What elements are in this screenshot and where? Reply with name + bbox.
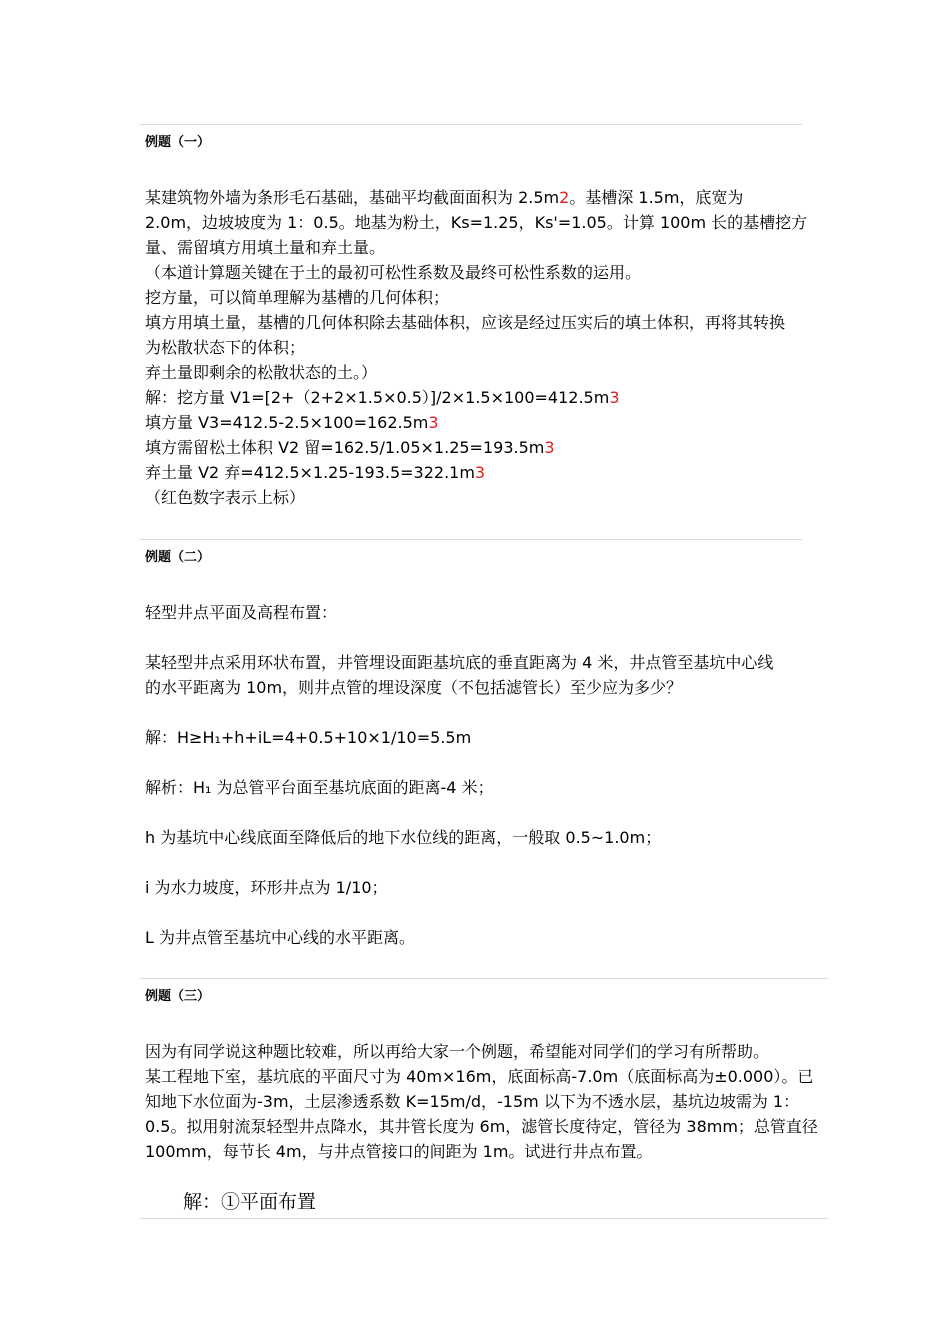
superscript: 2 bbox=[559, 188, 570, 207]
text-line: 的水平距离为 10m，则井点管的埋设深度（不包括滤管长）至少应为多少？ bbox=[145, 678, 683, 697]
example-2-body bbox=[145, 600, 805, 950]
example-2-heading: 例题（二） bbox=[145, 550, 211, 565]
text-line: 填方用填土量，基槽的几何体积除去基础体积，应该是经过压实后的填土体积，再将其转换 bbox=[145, 313, 786, 332]
superscript: 3 bbox=[544, 438, 555, 457]
text-line: 填方需留松土体积 V2 留=162.5/1.05×1.25=193.5m3 bbox=[145, 438, 555, 457]
text-line: 填方量 V3=412.5-2.5×100=162.5m3 bbox=[145, 413, 439, 432]
text-line: 为松散状态下的体积； bbox=[145, 338, 306, 357]
text-line: 挖方量，可以简单理解为基槽的几何体积； bbox=[145, 288, 450, 307]
text-line: 解析：H₁ 为总管平台面至基坑底面的距离-4 米； bbox=[145, 778, 494, 797]
example-3-body bbox=[145, 1039, 818, 1164]
divider bbox=[140, 1218, 828, 1219]
text-line: 某轻型井点采用环状布置，井管埋设面距基坑底的垂直距离为 4 米，井点管至基坑中心线 bbox=[145, 653, 774, 672]
example-1-heading: 例题（一） bbox=[145, 135, 211, 150]
text-line: 量、需留填方用填土量和弃土量。 bbox=[145, 238, 386, 257]
divider bbox=[140, 124, 802, 125]
text-line: 知地下水位面为-3m，土层渗透系数 K=15m/d，-15m 以下为不透水层，基坑边坡需为 1： bbox=[145, 1092, 800, 1111]
solution-step-heading: 解：①平面布置 bbox=[183, 1191, 317, 1213]
text-line: 弃土量 V2 弃=412.5×1.25-193.5=322.1m3 bbox=[145, 463, 486, 482]
example-3-heading: 例题（三） bbox=[145, 989, 211, 1004]
text-line: i 为水力坡度，环形井点为 1/10； bbox=[145, 878, 388, 897]
text-line: 某工程地下室，基坑底的平面尺寸为 40m×16m，底面标高-7.0m（底面标高为±0.000）。已 bbox=[145, 1067, 814, 1086]
text-line: L 为井点管至基坑中心线的水平距离。 bbox=[145, 928, 416, 947]
text-line: 解：H≥H₁+h+iL=4+0.5+10×1/10=5.5m bbox=[145, 728, 472, 747]
text-line: 100mm，每节长 4m，与井点管接口的间距为 1m。试进行井点布置。 bbox=[145, 1142, 653, 1161]
superscript: 3 bbox=[428, 413, 439, 432]
text-line: 因为有同学说这种题比较难，所以再给大家一个例题，希望能对同学们的学习有所帮助。 bbox=[145, 1042, 770, 1061]
divider bbox=[140, 978, 828, 979]
divider bbox=[140, 539, 802, 540]
text-line: 轻型井点平面及高程布置： bbox=[145, 603, 338, 622]
text-line: 解：挖方量 V1=[2+（2+2×1.5×0.5）]/2×1.5×100=412.5m3 bbox=[145, 388, 620, 407]
text-line: h 为基坑中心线底面至降低后的地下水位线的距离，一般取 0.5~1.0m； bbox=[145, 828, 662, 847]
superscript: 3 bbox=[609, 388, 620, 407]
text-line: 0.5。拟用射流泵轻型井点降水，其井管长度为 6m，滤管长度待定，管径为 38mm；总管直径 bbox=[145, 1117, 818, 1136]
text-line: （本道计算题关键在于土的最初可松性系数及最终可松性系数的运用。 bbox=[145, 263, 642, 282]
text-line: （红色数字表示上标） bbox=[145, 488, 306, 507]
text-line: 某建筑物外墙为条形毛石基础，基础平均截面面积为 2.5m2。基槽深 1.5m，底宽为 bbox=[145, 188, 744, 207]
superscript: 3 bbox=[474, 463, 486, 482]
example-1-body bbox=[145, 185, 808, 510]
text-line: 弃土量即剩余的松散状态的土。） bbox=[145, 363, 378, 382]
text-line: 2.0m，边坡坡度为 1：0.5。地基为粉土，Ks=1.25，Ks'=1.05。计算 100m 长的基槽挖方 bbox=[145, 213, 808, 232]
